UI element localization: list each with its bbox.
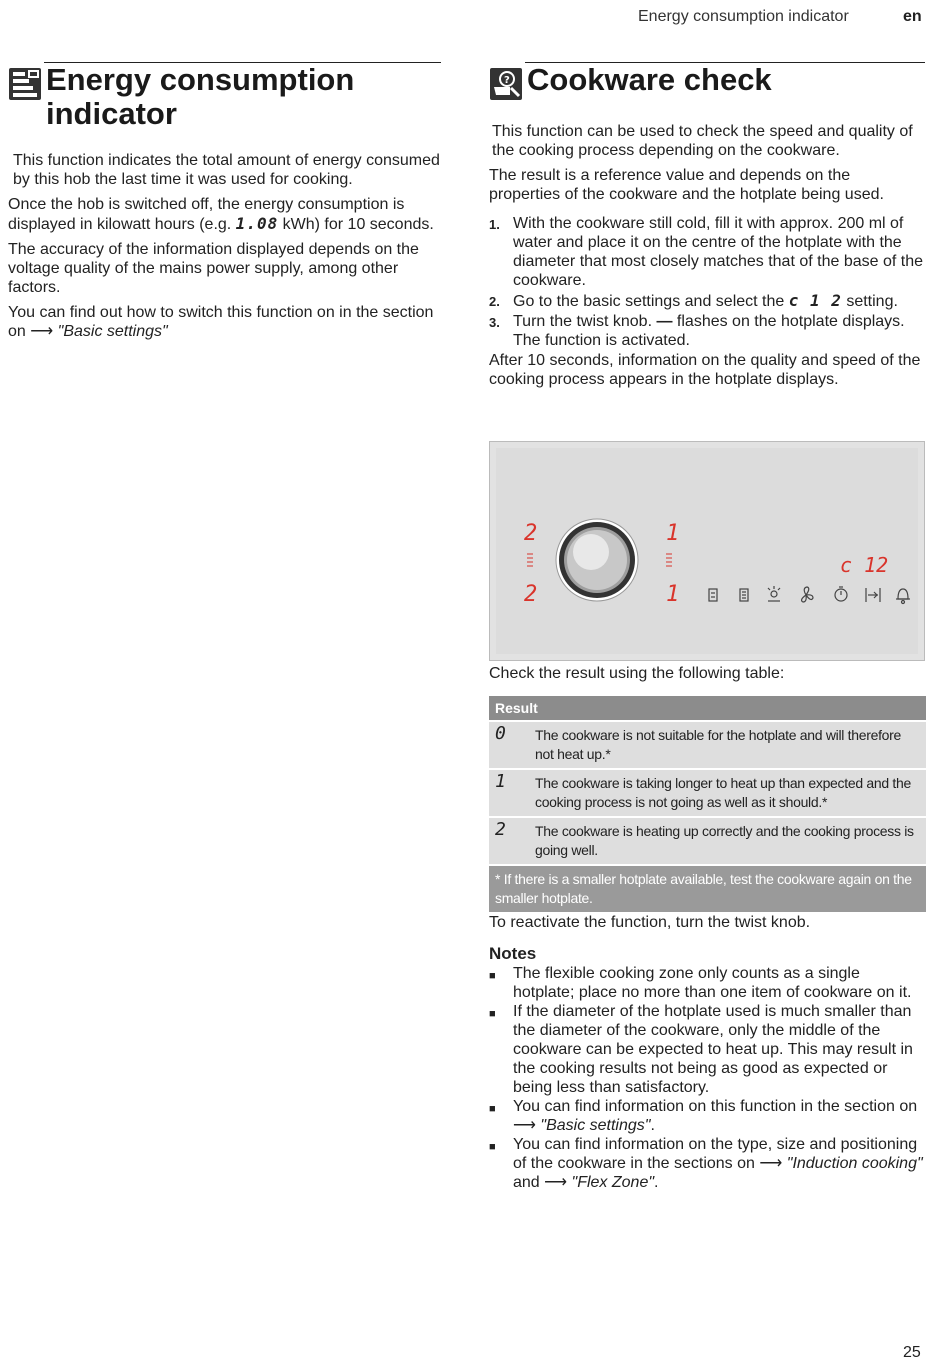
energy-section [8,62,441,341]
table-row [489,769,926,817]
list-item: ■ You can find information on the type, size and positioning of the cookware in the sections on ⟶ "Induction cooking" and ⟶ "Flex Zone". [489,1136,923,1191]
running-header-title: Energy consumption indicator [638,8,849,25]
settings-display: c 12 [840,553,889,577]
segment-display-value: c 1 2 [788,291,842,310]
table-row [489,721,926,769]
control-panel-illustration [490,442,924,660]
list-item: 1. With the cookware still cold, fill it with approx. 200 ml of water and place it on the centre of the hotplate with the diameter that most closely matches that of the base of the cookware. [489,215,923,289]
list-item: 3. Turn the twist knob. — flashes on the hotplate displays. The function is activated. [489,313,905,349]
paragraph: The accuracy of the information displayed depends on the voltage quality of the mains power supply, among other factors. [8,241,419,296]
table-footnote-row [489,865,926,912]
after-table-content [489,913,925,1192]
table-footnote: * If there is a smaller hotplate available, test the cookware again on the smaller hotplate. [489,865,926,912]
step-list [489,214,925,350]
result-code: 0 [489,721,529,769]
cookware-section [489,62,925,389]
section-title: Energy consumption indicator [46,62,355,131]
result-text: The cookware is not suitable for the hotplate and will therefore not heat up.* [529,721,926,769]
right-zone-top-display: 1 [666,521,680,546]
cross-reference-link[interactable]: "Basic settings" [535,1117,651,1134]
cross-reference-link[interactable]: "Induction cooking" [782,1155,923,1172]
paragraph: This function can be used to check the speed and quality of the cooking process depending on the cookware. [492,123,913,159]
list-item: ■ If the diameter of the hotplate used is much smaller than the diameter of the cookware, only the middle of the cookware can be expected to heat up. This may result in the cooking results not being as good as expected or being less than satisfactory. [489,1003,913,1096]
cross-reference-link[interactable]: "Basic settings" [53,323,168,340]
left-zone-top-display: 2 [524,521,538,546]
list-item: ■ The flexible cooking zone only counts as a single hotplate; place no more than one item of cookware on it. [489,965,912,1001]
table-row [489,817,926,865]
paragraph: You can find out how to switch this function on in the section on ⟶ "Basic settings" [8,304,434,340]
arrow-right-icon: ⟶ [513,1117,536,1134]
right-zone-bottom-display: 1 [666,582,680,607]
page-number: 25 [903,1344,921,1361]
svg-text:?: ? [504,75,510,86]
language-code: en [903,8,922,25]
bullet-icon: ■ [489,1141,496,1153]
bullet-icon: ■ [489,970,496,982]
arrow-right-icon: ⟶ [30,323,54,340]
list-item: 2. Go to the basic settings and select the c 1 2 setting. [489,291,898,310]
cross-reference-link[interactable]: "Flex Zone" [567,1174,655,1191]
paragraph: After 10 seconds, information on the quality and speed of the cooking process appears in the hotplate displays. [489,352,921,388]
segment-display-value: 1.08 [235,214,279,233]
paragraph: The result is a reference value and depends on the properties of the cookware and the hotplate being used. [489,167,884,203]
arrow-right-icon: ⟶ [544,1174,568,1191]
left-zone-bottom-display: 2 [524,582,538,607]
result-text: The cookware is taking longer to heat up than expected and the cooking process is not going as well as it should.* [529,769,926,817]
section-title: Cookware check [527,62,772,97]
result-code: 1 [489,769,529,817]
notes-heading: Notes [489,944,537,963]
paragraph: Once the hob is switched off, the energy consumption is displayed in kilowatt hours (e.g. 1.08 kWh) for 10 seconds. [8,196,434,233]
segment-display-value: — [656,313,673,330]
arrow-right-icon: ⟶ [759,1155,783,1172]
result-code: 2 [489,817,529,865]
bullet-icon: ■ [489,1008,496,1020]
cookware-check-icon [489,67,523,101]
table-intro: Check the result using the following table: [489,665,785,682]
energy-meter-icon [8,67,42,101]
paragraph: This function indicates the total amount of energy consumed by this hob the last time it was used for cooking. [13,152,440,188]
result-table [489,696,926,912]
hob-control-panel [489,441,925,661]
result-text: The cookware is heating up correctly and the cooking process is going well. [529,817,926,865]
list-item: ■ You can find information on this function in the section on ⟶ "Basic settings". [489,1098,918,1134]
table-header: Result [489,696,926,721]
bullet-icon: ■ [489,1103,496,1115]
paragraph: To reactivate the function, turn the twist knob. [489,914,811,931]
notes-list [489,964,925,1192]
